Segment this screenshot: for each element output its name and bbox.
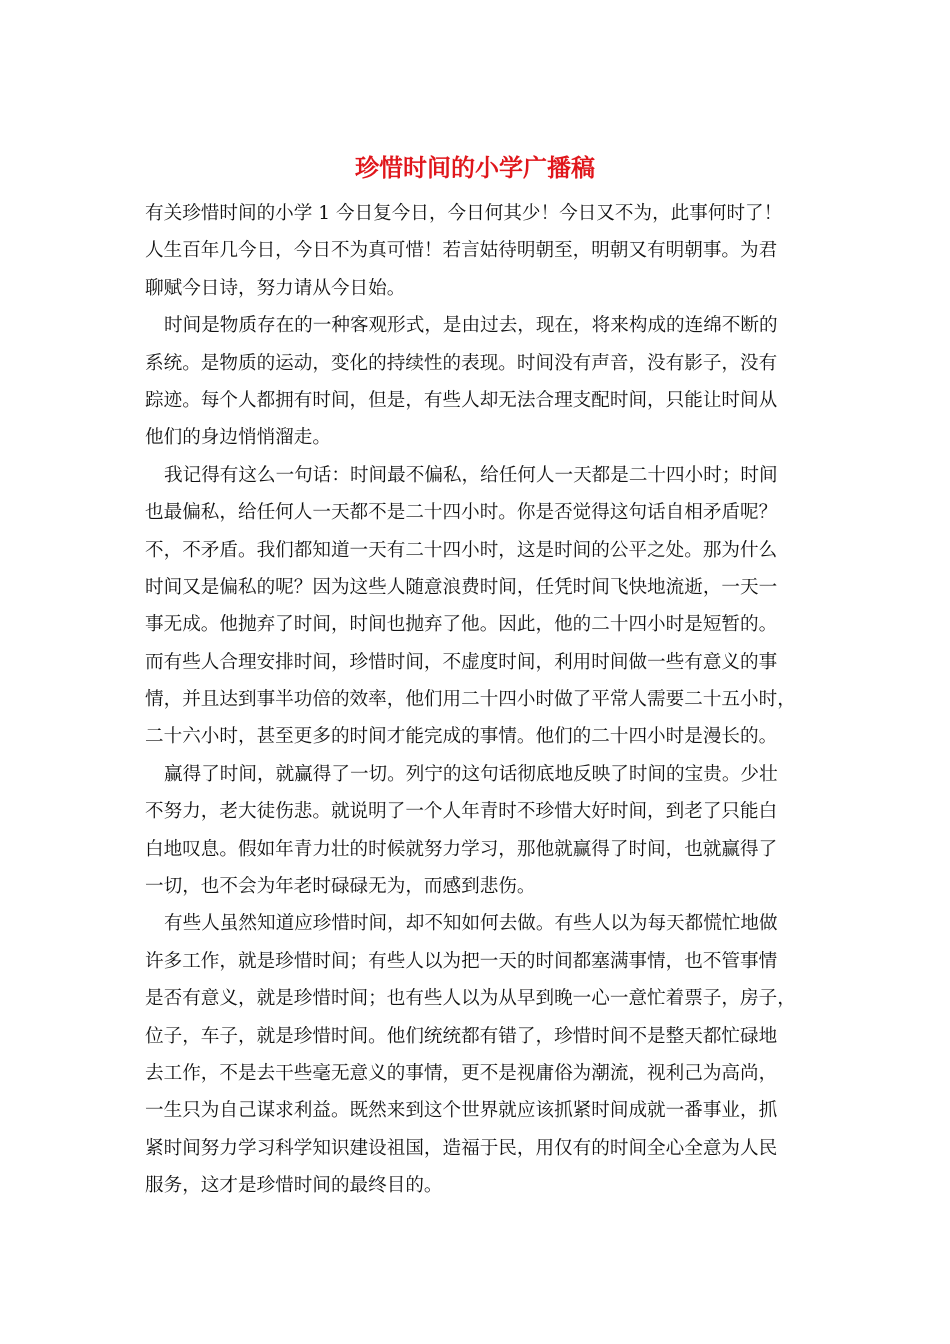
text-line: 一切，也不会为年老时碌碌无为，而感到悲伤。 [145, 876, 536, 898]
paragraph-first-line: 我记得有这么一句话：时间最不偏私，给任何人一天都是二十四小时；时间 [164, 464, 778, 486]
text-line: 事无成。他抛弃了时间，时间也抛弃了他。因此，他的二十四小时是短暂的。 [145, 614, 778, 636]
document-title: 珍惜时间的小学广播稿 [355, 153, 595, 182]
paragraph-first-line: 时间是物质存在的一种客观形式，是由过去，现在，将来构成的连绵不断的 [164, 315, 778, 337]
text-line: 不，不矛盾。我们都知道一天有二十四小时，这是时间的公平之处。那为什么 [145, 539, 778, 561]
text-line: 人生百年几今日，今日不为真可惜！若言姑待明朝至，明朝又有明朝事。为君 [145, 240, 778, 262]
text-line: 白地叹息。假如年青力壮的时候就努力学习，那他就赢得了时间，也就赢得了 [145, 838, 778, 860]
text-line: 许多工作，就是珍惜时间；有些人以为把一天的时间都塞满事情，也不管事情 [145, 950, 778, 972]
text-line: 去工作，不是去干些毫无意义的事情，更不是视庸俗为潮流，视利己为高尚， [145, 1062, 778, 1084]
text-line: 位子，车子，就是珍惜时间。他们统统都有错了，珍惜时间不是整天都忙碌地 [145, 1025, 778, 1047]
text-line: 情，并且达到事半功倍的效率，他们用二十四小时做了平常人需要二十五小时， [145, 689, 796, 711]
text-line: 紧时间努力学习科学知识建设祖国，造福于民，用仅有的时间全心全意为人民 [145, 1137, 778, 1159]
text-line: 时间又是偏私的呢？因为这些人随意浪费时间，任凭时间飞快地流逝，一天一 [145, 576, 778, 598]
text-line: 是否有意义，就是珍惜时间；也有些人以为从早到晚一心一意忙着票子，房子， [145, 988, 796, 1010]
paragraph-first-line: 赢得了时间，就赢得了一切。列宁的这句话彻底地反映了时间的宝贵。少壮 [164, 763, 778, 785]
text-line: 服务，这才是珍惜时间的最终目的。 [145, 1175, 443, 1197]
text-line: 一生只为自己谋求利益。既然来到这个世界就应该抓紧时间成就一番事业，抓 [145, 1100, 778, 1122]
paragraph-first-line: 有些人虽然知道应珍惜时间，却不知如何去做。有些人以为每天都慌忙地做 [164, 913, 778, 935]
document-body [145, 195, 810, 1205]
text-line: 聊赋今日诗，努力请从今日始。 [145, 277, 406, 299]
text-line: 不努力，老大徒伤悲。就说明了一个人年青时不珍惜大好时间，到老了只能白 [145, 801, 778, 823]
text-line: 而有些人合理安排时间，珍惜时间，不虚度时间，利用时间做一些有意义的事 [145, 651, 778, 673]
text-line: 二十六小时，甚至更多的时间才能完成的事情。他们的二十四小时是漫长的。 [145, 726, 778, 748]
text-line: 有关珍惜时间的小学 1 今日复今日，今日何其少！今日又不为，此事何时了！ [145, 203, 783, 224]
text-line: 他们的身边悄悄溜走。 [145, 427, 331, 449]
text-line: 也最偏私，给任何人一天都不是二十四小时。你是否觉得这句话自相矛盾呢？ [145, 502, 778, 524]
text-line: 系统。是物质的运动，变化的持续性的表现。时间没有声音，没有影子，没有 [145, 352, 778, 374]
text-line: 踪迹。每个人都拥有时间，但是，有些人却无法合理支配时间，只能让时间从 [145, 389, 778, 411]
